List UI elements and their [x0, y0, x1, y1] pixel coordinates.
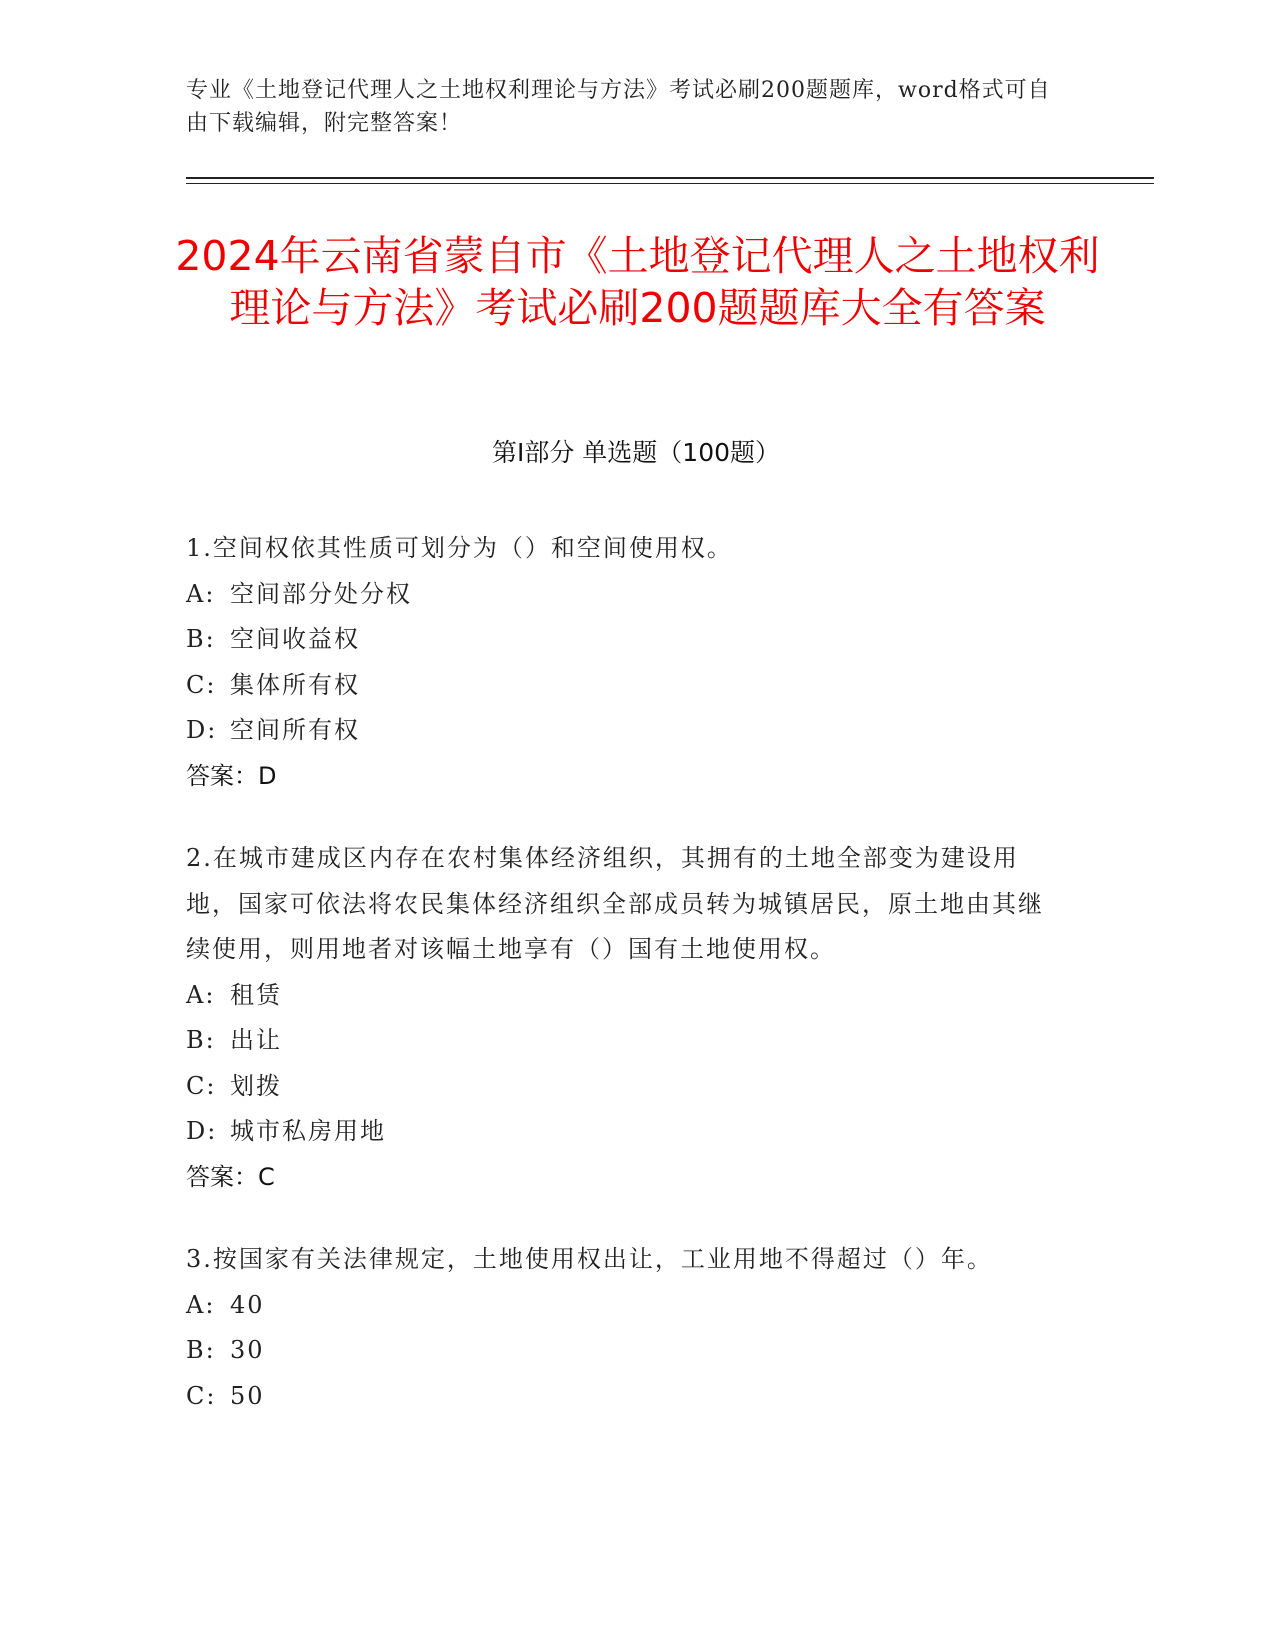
option-text: 城市私房用地 — [230, 1117, 386, 1145]
answer-line: 答案：D — [186, 761, 277, 790]
option-b — [186, 1328, 1066, 1374]
option-letter: D: — [186, 1117, 218, 1145]
question-3 — [186, 1237, 1066, 1419]
option-letter: B: — [186, 1336, 216, 1364]
option-letter: C: — [186, 670, 217, 699]
option-a — [186, 572, 1066, 618]
option-text: 出让 — [230, 1026, 282, 1054]
option-d — [186, 708, 1066, 754]
option-letter: A: — [186, 579, 216, 608]
option-text: 租赁 — [230, 980, 282, 1009]
header-note: 专业《土地登记代理人之土地权利理论与方法》考试必刷200题题库，word格式可自由下载编辑，附完整答案！ — [186, 78, 1051, 136]
option-text: 50 — [230, 1381, 265, 1410]
header-divider-thin — [186, 183, 1154, 184]
question-text: 2.在城市建成区内存在农村集体经济组织，其拥有的土地全部变为建设用地，国家可依法将农民集体经济组织全部成员转为城镇居民，原土地由其继续使用，则用地者对该幅土地享有（）国有土地使用权。 — [186, 844, 1044, 963]
option-text: 空间所有权 — [230, 716, 360, 744]
option-letter: D: — [186, 716, 218, 744]
question-1 — [186, 526, 1066, 799]
option-c — [186, 663, 1066, 709]
header-divider-thick — [186, 177, 1154, 179]
document-title: 2024年云南省蒙自市《土地登记代理人之土地权利理论与方法》考试必刷200题题库大全有答案 — [175, 232, 1100, 332]
option-text: 30 — [230, 1336, 265, 1364]
option-letter: B: — [186, 625, 216, 653]
question-list — [186, 526, 1066, 1456]
option-a — [186, 1283, 1066, 1329]
option-c — [186, 1064, 1066, 1110]
option-letter: A: — [186, 980, 216, 1009]
option-text: 划拨 — [230, 1071, 282, 1100]
option-b — [186, 1018, 1066, 1064]
option-letter: B: — [186, 1026, 216, 1054]
question-text: 1.空间权依其性质可划分为（）和空间使用权。 — [186, 534, 733, 562]
option-a — [186, 973, 1066, 1019]
option-letter: A: — [186, 1290, 216, 1319]
option-text: 40 — [230, 1290, 265, 1319]
section-heading: 第Ⅰ部分 单选题（100题） — [491, 438, 781, 467]
question-2 — [186, 836, 1066, 1200]
answer-line: 答案：C — [186, 1162, 275, 1191]
option-letter: C: — [186, 1071, 217, 1100]
option-letter: C: — [186, 1381, 217, 1410]
option-d — [186, 1109, 1066, 1155]
option-text: 集体所有权 — [230, 670, 360, 699]
option-b — [186, 617, 1066, 663]
option-text: 空间收益权 — [230, 625, 360, 653]
question-text: 3.按国家有关法律规定，土地使用权出让，工业用地不得超过（）年。 — [186, 1245, 993, 1273]
option-text: 空间部分处分权 — [230, 579, 412, 608]
option-c — [186, 1374, 1066, 1420]
